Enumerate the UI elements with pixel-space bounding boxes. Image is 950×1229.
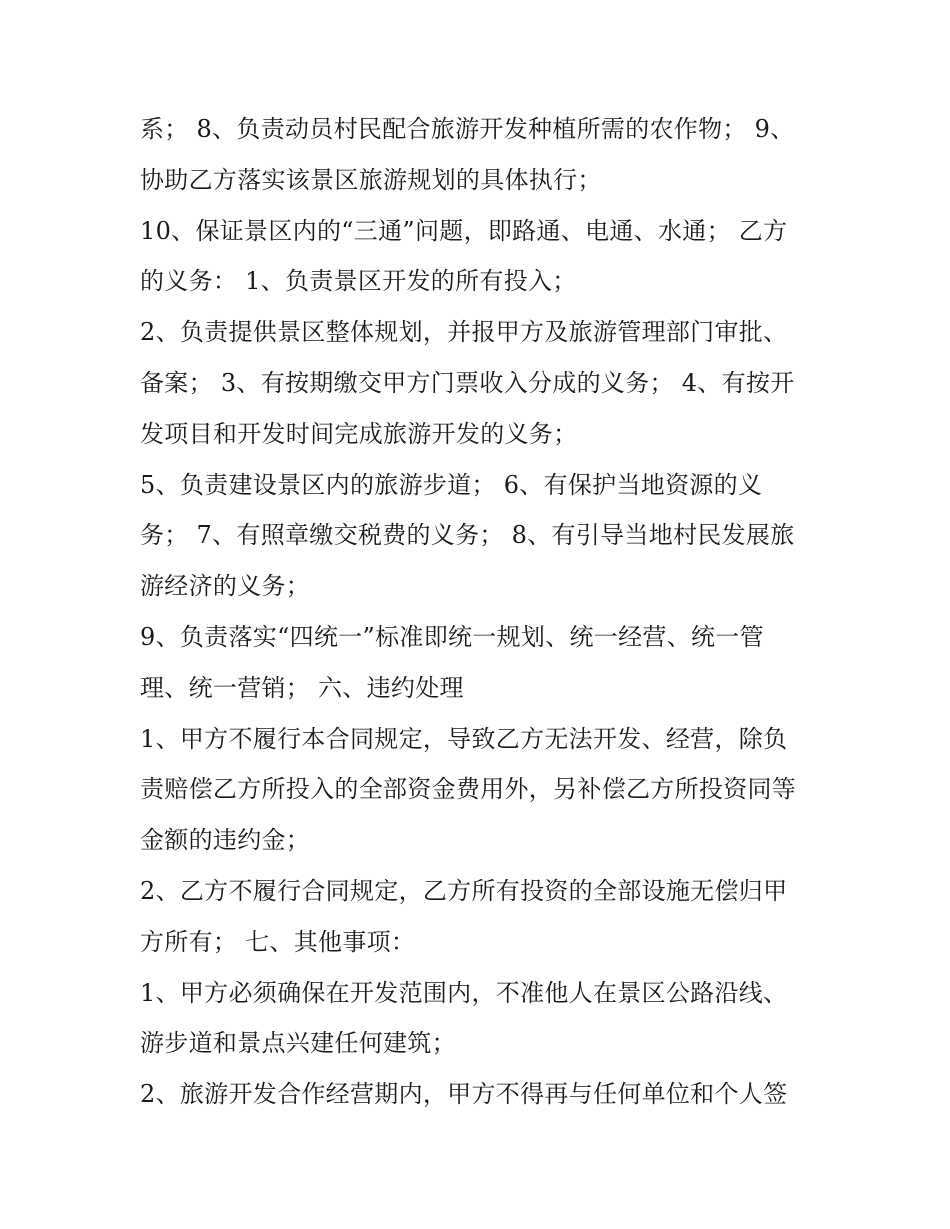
text-line: 务； 7、有照章缴交税费的义务； 8、有引导当地村民发展旅 [140, 521, 795, 550]
text-line: 10、保证景区内的“三通”问题，即路通、电通、水通； 乙方 [140, 216, 788, 245]
text-line: 5、负责建设景区内的旅游步道； 6、有保护当地资源的义 [140, 470, 763, 499]
text-line: 协助乙方落实该景区旅游规划的具体执行； [140, 165, 602, 194]
text-line: 1、甲方必须确保在开发范围内，不准他人在景区公路沿线、 [140, 978, 788, 1007]
text-line: 1、甲方不履行本合同规定，导致乙方无法开发、经营，除负 [140, 724, 788, 753]
text-line: 方所有； 七、其他事项： [140, 927, 416, 956]
text-line: 的义务： 1、负责景区开发的所有投入； [140, 267, 577, 296]
text-line: 理、统一营销； 六、违约处理 [140, 673, 464, 702]
text-line: 责赔偿乙方所投入的全部资金费用外，另补偿乙方所投资同等 [140, 775, 797, 804]
text-line: 金额的违约金； [140, 826, 311, 855]
text-line: 游步道和景点兴建任何建筑； [140, 1029, 456, 1058]
text-line: 9、负责落实“四统一”标准即统一规划、统一经营、统一管 [140, 622, 764, 651]
text-line: 游经济的义务； [140, 572, 311, 601]
text-line: 2、乙方不履行合同规定，乙方所有投资的全部设施无偿归甲 [140, 876, 788, 905]
text-line: 2、旅游开发合作经营期内，甲方不得再与任何单位和个人签 [140, 1080, 788, 1109]
text-line: 发项目和开发时间完成旅游开发的义务； [140, 419, 578, 448]
text-line: 系； 8、负责动员村民配合旅游开发种植所需的农作物； 9、 [140, 115, 795, 143]
text-line: 2、负责提供景区整体规划，并报甲方及旅游管理部门审批、 [140, 318, 788, 347]
text-line: 备案； 3、有按期缴交甲方门票收入分成的义务； 4、有按开 [140, 368, 795, 397]
document-body [140, 104, 830, 1120]
